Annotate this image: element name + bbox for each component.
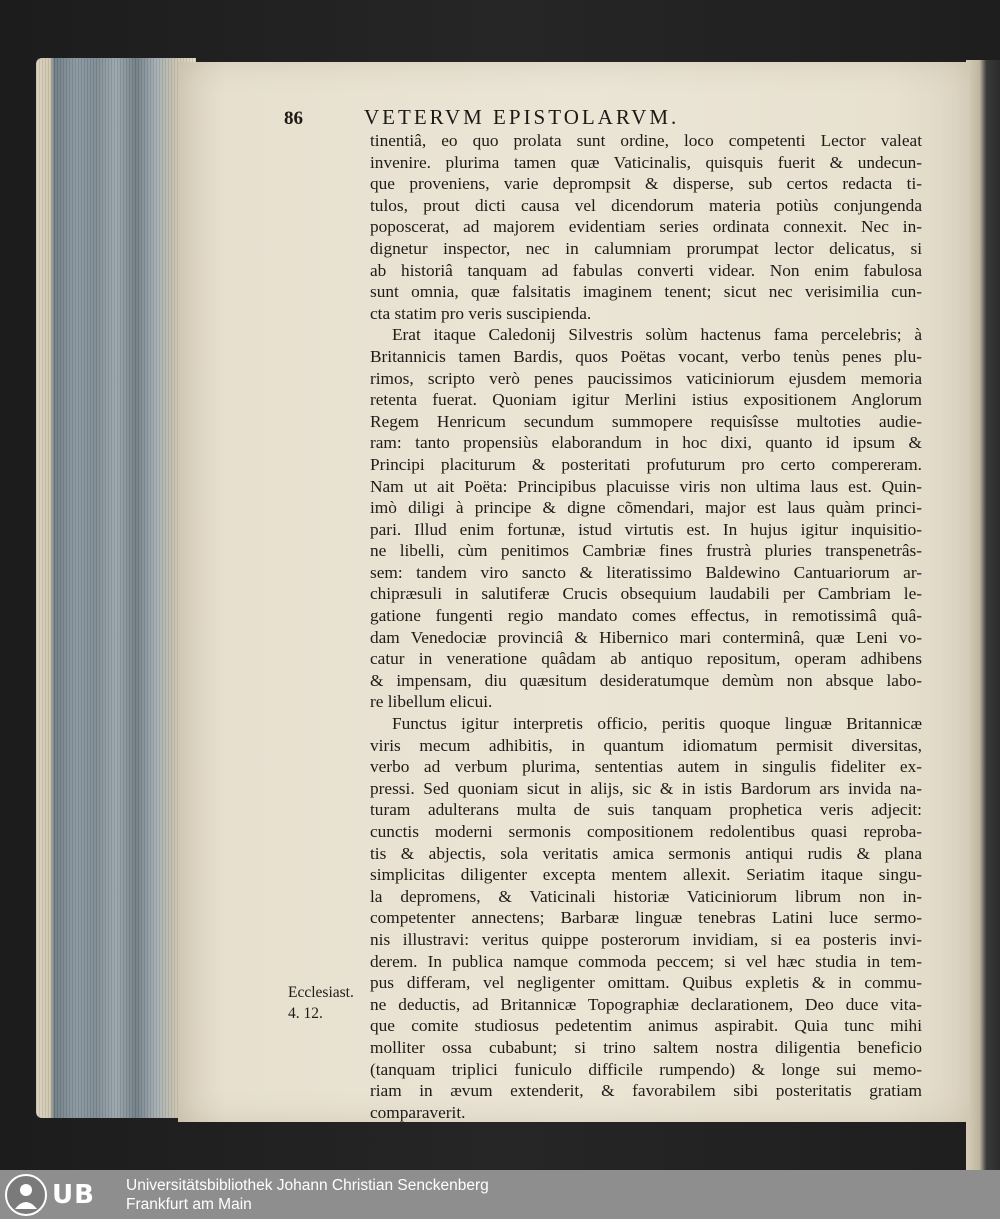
text-line: Britannicis tamen Bardis, quos Poëtas vocant, verbo tenùs penes plu- bbox=[370, 346, 922, 366]
margin-note-line: Ecclesiast. bbox=[288, 984, 354, 1001]
facing-page-edge bbox=[966, 60, 1000, 1170]
text-line: re libellum elicui. bbox=[370, 692, 493, 712]
text-line: ne libelli, cùm penitimos Cambriæ fines frustrà pluries transpenetrâs- bbox=[370, 541, 922, 561]
margin-note-line: 4. 12. bbox=[288, 1005, 323, 1022]
text-line: imò diligi à principe & digne cõmendari, major est laus quàm princi- bbox=[370, 498, 922, 518]
text-line: poposcerat, ad majorem evidentiam series ordinata connexit. Nec in- bbox=[370, 217, 922, 237]
library-seal-icon bbox=[4, 1173, 48, 1217]
text-line: sunt omnia, quæ falsitatis imaginem tenent; sicut nec verisimilia cun- bbox=[370, 282, 922, 302]
page-header bbox=[284, 105, 884, 130]
text-line: Nam ut ait Poëta: Principibus placuisse viris non ultima laus est. Quin- bbox=[370, 476, 922, 496]
text-line: Erat itaque Caledonij Silvestris solùm hactenus fama percelebris; à bbox=[392, 325, 922, 345]
text-line: cta statim pro veris suscipienda. bbox=[370, 303, 592, 323]
text-line: derem. In publica namque commoda peccem; si vel hæc studia in tem- bbox=[370, 951, 922, 971]
text-line: pari. Illud enim fortunæ, istud virtutis est. In hujus igitur inquisitio- bbox=[370, 519, 922, 539]
text-line: verbo ad verbum plurima, sententias autem in singulis fideliter ex- bbox=[370, 757, 922, 777]
text-line: dignetur inspector, nec in calumniam prorumpat lector delicatus, si bbox=[370, 238, 922, 258]
text-line: competenter annectens; Barbaræ linguæ tenebras Latini luce sermo- bbox=[370, 908, 922, 928]
text-line: & impensam, diu quæsitum desideratumque demùm non absque labo- bbox=[370, 670, 922, 690]
page-number: 86 bbox=[284, 108, 303, 129]
footer-line-1: Universitätsbibliothek Johann Christian Senckenberg bbox=[126, 1176, 489, 1194]
ub-logo bbox=[4, 1172, 116, 1217]
text-line: molliter ossa cubabunt; si trino saltem nostra diligentia beneficio bbox=[370, 1037, 922, 1057]
text-line: cunctis moderni sermonis compositionem redolentibus quasi reproba- bbox=[370, 822, 922, 841]
text-line: la depromens, & Vaticinali historiæ Vaticiniorum librum non in- bbox=[370, 886, 922, 906]
text-line: invenire. plurima tamen quæ Vaticinalis, quisquis fuerit & undecun- bbox=[370, 152, 922, 172]
footer-line-2: Frankfurt am Main bbox=[126, 1195, 252, 1213]
text-line: turam adulterans multa de suis tanquam prophetica veris adjecit: bbox=[370, 800, 922, 820]
text-line: catur in veneratione quâdam ab antiquo repositum, operam adhibens bbox=[370, 649, 922, 669]
text-line: sem: tandem viro sancto & literatissimo Baldewino Cantuariorum ar- bbox=[370, 562, 922, 582]
running-head: VETERVM EPISTOLARVM. bbox=[364, 105, 680, 129]
ub-logo-text: UB bbox=[52, 1179, 95, 1210]
text-line: chipræsuli in salutiferæ Crucis obsequium laudabili per Cambriam le- bbox=[370, 584, 922, 604]
text-line: viris mecum adhibitis, in quantum idiomatum permisit diversitas, bbox=[370, 735, 922, 755]
footer-text bbox=[126, 1176, 489, 1214]
text-line: Functus igitur interpretis officio, peritis quoque linguæ Britannicæ bbox=[392, 714, 922, 734]
text-line: tulos, prout dicti causa vel dicendorum materia potiùs conjungenda bbox=[370, 195, 922, 215]
text-line: ab historiâ tanquam ad fabulas converti videar. Non enim fabulosa bbox=[370, 260, 922, 280]
text-line: que comite studiosus pedetentim animus aspirabit. Quia tunc mihi bbox=[370, 1016, 922, 1036]
text-line: gatione fungenti regio mandato comes effectus, in remotissimâ quâ- bbox=[370, 606, 922, 626]
text-line: ne deductis, ad Britannicæ Topographiæ declarationem, Deo duce vita- bbox=[370, 994, 922, 1014]
text-line: riam in ævum extenderit, & favorabilem sibi posteritatis gratiam bbox=[370, 1081, 922, 1101]
text-line: comparaverit. bbox=[370, 1102, 466, 1122]
text-line: que proveniens, varie deprompsit & disperse, sub certos redacta ti- bbox=[370, 174, 922, 194]
book-fore-edge bbox=[36, 58, 196, 1118]
text-line: pressi. Sed quoniam sicut in alijs, sic & in istis Bardorum ars invida na- bbox=[370, 778, 922, 798]
text-line: ram: tanto propensiùs elaborandum in hoc dixi, quanto id ipsum & bbox=[370, 433, 922, 453]
margin-note bbox=[288, 982, 368, 1024]
text-line: Principi placiturum & posteritati profuturum pro certo compereram. bbox=[370, 454, 922, 474]
text-line: nis illustravi: veritus quippe posterorum invidiam, si ea posteris invi- bbox=[370, 929, 922, 949]
text-line: Regem Henricum secundum summopere requisîsse multoties audie- bbox=[370, 411, 922, 431]
text-line: (tanquam triplici funiculo difficile rumpendo) & longe sui memo- bbox=[370, 1059, 922, 1079]
text-line: rimos, scripto verò penes paucissimos vaticiniorum ejusdem memoria bbox=[370, 368, 922, 388]
text-line: tinentiâ, eo quo prolata sunt ordine, loco competenti Lector valeat bbox=[370, 131, 922, 150]
text-line: retenta fuerat. Quoniam igitur Merlini istius expositionem Anglorum bbox=[370, 390, 922, 410]
text-line: pus differam, vel negligenter omittam. Quibus expletis & in commu- bbox=[370, 973, 922, 993]
body-text bbox=[370, 130, 922, 1123]
text-line: simplicitas diligenter excepta mentem allexit. Seriatim itaque singu- bbox=[370, 865, 922, 885]
text-line: tis & abjectis, sola veritatis amica sermonis antiqui rudis & plana bbox=[370, 843, 922, 863]
library-footer bbox=[0, 1170, 1000, 1219]
text-line: dam Venedociæ provinciâ & Hibernico mari conterminâ, quæ Leni vo- bbox=[370, 627, 922, 647]
